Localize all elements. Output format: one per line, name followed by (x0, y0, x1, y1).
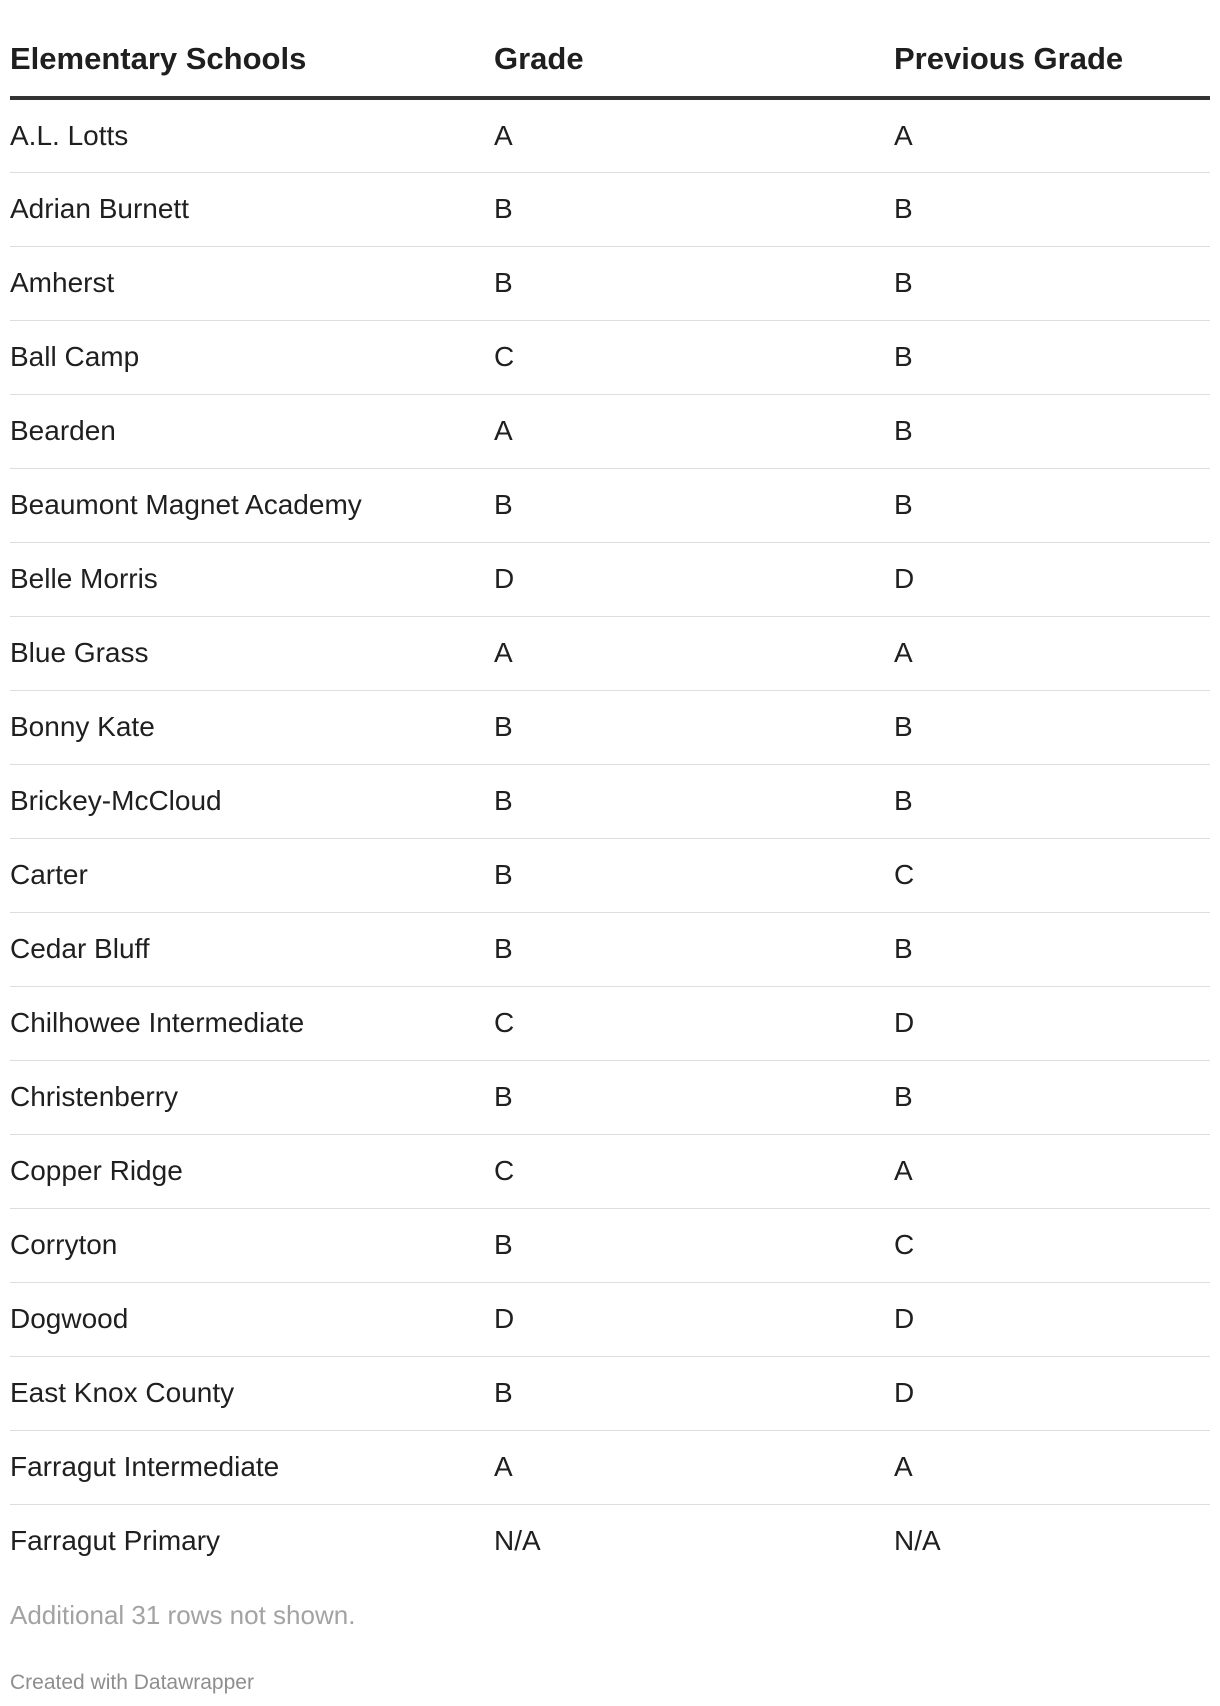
table-row (10, 1060, 1210, 1134)
previous-grade-cell: D (894, 542, 1210, 616)
school-name-cell: Corryton (10, 1208, 494, 1282)
table-row (10, 98, 1210, 172)
rows-not-shown-note: Additional 31 rows not shown. (10, 1600, 356, 1630)
table-row (10, 1282, 1210, 1356)
previous-grade-cell: D (894, 1356, 1210, 1430)
table-row (10, 912, 1210, 986)
grade-cell: A (494, 394, 894, 468)
grade-cell: B (494, 172, 894, 246)
grade-cell: A (494, 1430, 894, 1504)
column-header-school: Elementary Schools (10, 0, 494, 98)
school-name-cell: Cedar Bluff (10, 912, 494, 986)
table-row (10, 1504, 1210, 1578)
grade-cell: B (494, 838, 894, 912)
grade-cell: N/A (494, 1525, 541, 1557)
school-name-cell: Bearden (10, 394, 494, 468)
table-body (10, 98, 1210, 1578)
previous-grade-cell: B (894, 764, 1210, 838)
previous-grade-cell: A (894, 1430, 1210, 1504)
grade-cell: A (494, 98, 894, 172)
column-header-grade: Grade (494, 0, 894, 98)
grades-table-container (10, 0, 1210, 1695)
grade-cell: B (494, 1060, 894, 1134)
grade-cell: B (494, 912, 894, 986)
previous-grade-cell: A (894, 98, 1210, 172)
school-name-cell: East Knox County (10, 1356, 494, 1430)
column-header-previous-grade: Previous Grade (894, 0, 1210, 98)
school-name-cell: Belle Morris (10, 542, 494, 616)
grade-cell: A (494, 616, 894, 690)
grade-cell: C (494, 320, 894, 394)
datawrapper-credit: Created with Datawrapper (10, 1671, 254, 1694)
previous-grade-cell: B (894, 468, 1210, 542)
grade-cell: B (494, 246, 894, 320)
grade-cell: B (494, 1208, 894, 1282)
table-row (10, 690, 1210, 764)
previous-grade-cell: B (894, 912, 1210, 986)
table-row (10, 542, 1210, 616)
previous-grade-cell: A (894, 616, 1210, 690)
school-name-cell: Christenberry (10, 1060, 494, 1134)
school-name-cell: Ball Camp (10, 320, 494, 394)
table-row (10, 394, 1210, 468)
school-name-cell: Dogwood (10, 1282, 494, 1356)
previous-grade-cell: A (894, 1134, 1210, 1208)
grade-cell: D (494, 1282, 894, 1356)
previous-grade-cell: B (894, 246, 1210, 320)
school-name-cell: Farragut Primary (10, 1525, 221, 1557)
table-row (10, 468, 1210, 542)
previous-grade-cell: C (894, 838, 1210, 912)
table-row (10, 764, 1210, 838)
school-name-cell: Beaumont Magnet Academy (10, 468, 494, 542)
school-name-cell: Amherst (10, 246, 494, 320)
table-header (10, 0, 1210, 98)
grade-cell: B (494, 690, 894, 764)
previous-grade-cell: B (894, 690, 1210, 764)
previous-grade-cell: B (894, 394, 1210, 468)
table-row (10, 246, 1210, 320)
grade-cell: C (494, 986, 894, 1060)
grade-cell: B (494, 1356, 894, 1430)
table-row (10, 1208, 1210, 1282)
school-name-cell: Brickey-McCloud (10, 764, 494, 838)
previous-grade-cell: D (894, 986, 1210, 1060)
table-row (10, 1356, 1210, 1430)
school-name-cell: Copper Ridge (10, 1134, 494, 1208)
previous-grade-cell: B (894, 1060, 1210, 1134)
previous-grade-cell: D (894, 1282, 1210, 1356)
previous-grade-cell: N/A (894, 1525, 941, 1557)
grade-cell: C (494, 1134, 894, 1208)
table-row (10, 616, 1210, 690)
table-row (10, 1134, 1210, 1208)
table-row (10, 838, 1210, 912)
previous-grade-cell: B (894, 172, 1210, 246)
school-name-cell: Carter (10, 838, 494, 912)
school-name-cell: Farragut Intermediate (10, 1430, 494, 1504)
school-name-cell: A.L. Lotts (10, 98, 494, 172)
table-row (10, 986, 1210, 1060)
table-row (10, 320, 1210, 394)
school-name-cell: Bonny Kate (10, 690, 494, 764)
header-row (10, 0, 1210, 98)
table-row (10, 1430, 1210, 1504)
grades-table (10, 0, 1210, 1578)
grade-cell: D (494, 542, 894, 616)
school-name-cell: Adrian Burnett (10, 172, 494, 246)
previous-grade-cell: B (894, 320, 1210, 394)
previous-grade-cell: C (894, 1208, 1210, 1282)
school-name-cell: Chilhowee Intermediate (10, 986, 494, 1060)
grade-cell: B (494, 764, 894, 838)
grade-cell: B (494, 468, 894, 542)
school-name-cell: Blue Grass (10, 616, 494, 690)
table-row (10, 172, 1210, 246)
